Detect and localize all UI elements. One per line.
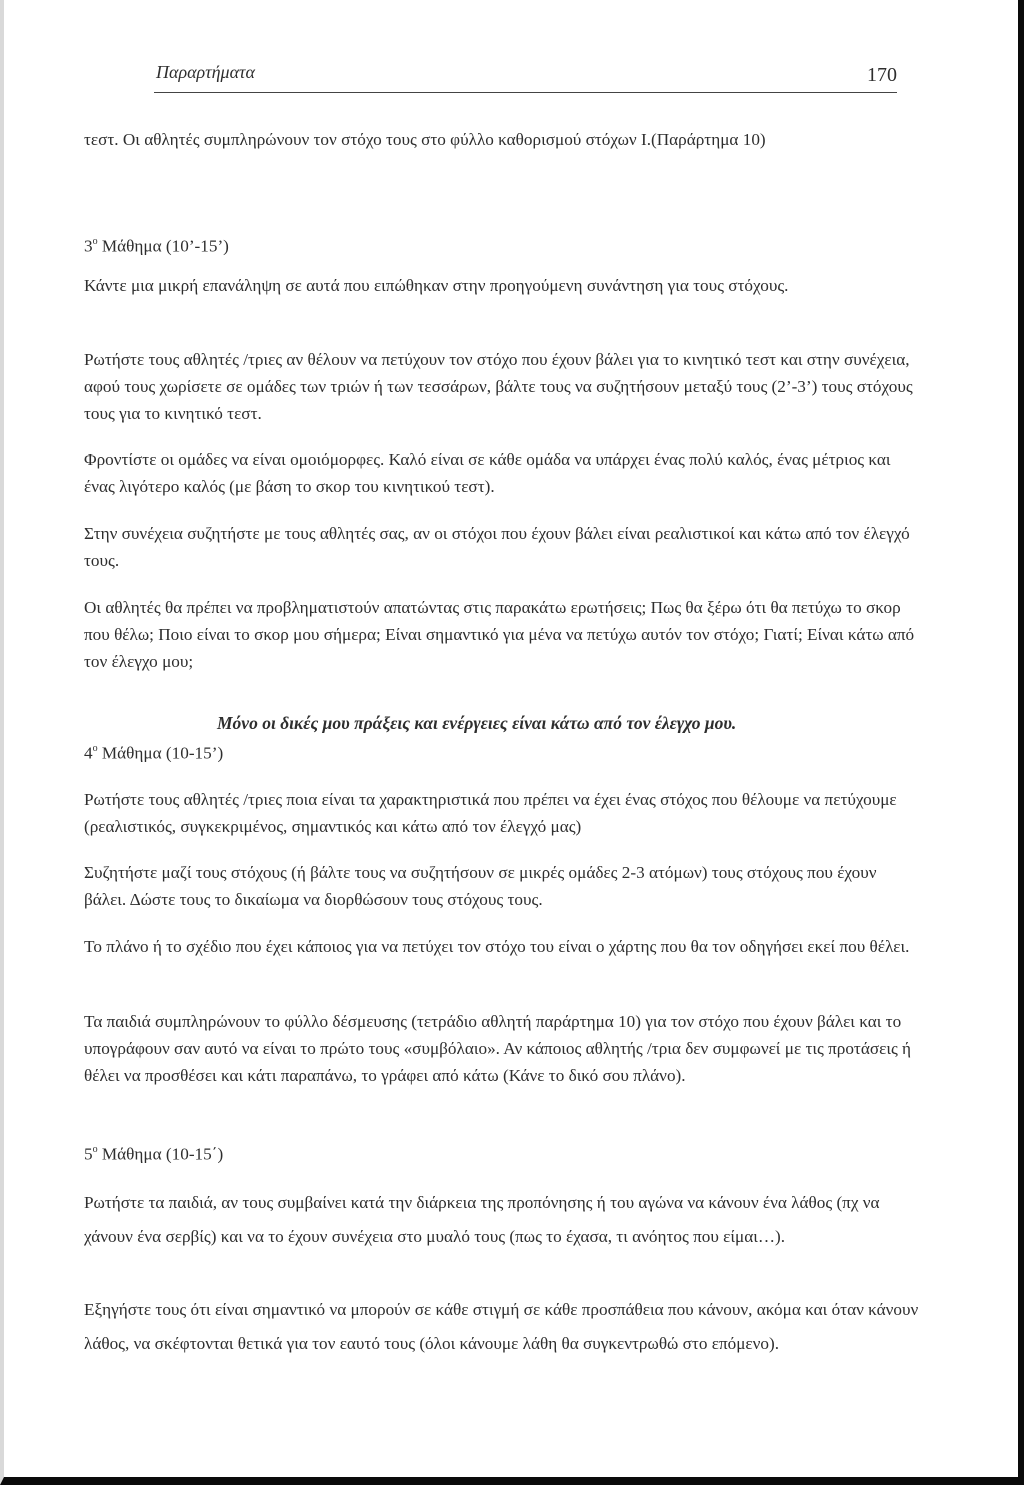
- paragraph: Τα παιδιά συμπληρώνουν το φύλλο δέσμευσης (τετράδιο αθλητή παράρτημα 10) για τον στόχο που έχουν βάλει και το υπογράφουν σαν αυτό να είναι το πρώτο τους «συμβόλαιο». Αν κάποιος αθλητής /τρια δεν συμφωνεί με τις προτάσεις ή θέλει να προσθέσει και κάτι παραπάνω, το γράφει από κάτω (Κάνε το δικό σου πλάνο).: [84, 1012, 912, 1085]
- lesson-heading-4: $4^o$ Μάθημα (10-15’): [84, 743, 224, 763]
- paragraph: Οι αθλητές θα πρέπει να προβληματιστούν απατώντας στις παρακάτω ερωτήσεις; Πως θα ξέρω ότι θα πετύχω το σκορ που θέλω; Ποιο είναι το σκορ μου σήμερα; Είναι σημαντικό για μένα να πετύχω αυτόν τον στόχο; Γιατί; Είναι κάτω από τον έλεγχο μου;: [84, 598, 915, 671]
- lesson-heading-5: $5^o$ Μάθημα (10-15΄): [84, 1144, 224, 1164]
- page-header: [154, 58, 897, 93]
- paragraph: Ρωτήστε τους αθλητές /τριες ποια είναι τα χαρακτηριστικά που πρέπει να έχει ένας στόχος που θέλουμε να πετύχουμε (ρεαλιστικός, συγκεκριμένος, σημαντικός και κάτω από τον έλεγχό μας): [84, 790, 897, 836]
- paragraph: Στην συνέχεια συζητήστε με τους αθλητές σας, αν οι στόχοι που έχουν βάλει είναι ρεαλιστικοί και κάτω από τον έλεγχό τους.: [84, 524, 910, 570]
- page-number: 170: [867, 64, 897, 86]
- paragraph: Κάντε μια μικρή επανάληψη σε αυτά που ειπώθηκαν στην προηγούμενη συνάντηση για τους στόχους.: [84, 276, 789, 295]
- paragraph: Συζητήστε μαζί τους στόχους (ή βάλτε τους να συζητήσουν σε μικρές ομάδες 2-3 ατόμων) τους στόχους που έχουν βάλει. Δώστε τους το δικαίωμα να διορθώσουν τους στόχους τους.: [84, 863, 877, 909]
- motto-text: Μόνο οι δικές μου πράξεις και ενέργειες είναι κάτω από τον έλεγχο μου.: [217, 712, 737, 733]
- paragraph: Φροντίστε οι ομάδες να είναι ομοιόμορφες. Καλό είναι σε κάθε ομάδα να υπάρχει ένας πολύ καλός, ένας μέτριος και ένας λιγότερο καλός (με βάση το σκορ του κινητικού τεστ).: [84, 450, 891, 496]
- paragraph: Ρωτήστε τους αθλητές /τριες αν θέλουν να πετύχουν τον στόχο που έχουν βάλει για το κινητικό τεστ και στην συνέχεια, αφού τους χωρίσετε σε ομάδες των τριών ή των τεσσάρων, βάλτε τους να συζητήσουν μεταξύ τους (2’-3’) τους στόχους τους για το κινητικό τεστ.: [84, 350, 913, 423]
- paragraph: Εξηγήστε τους ότι είναι σημαντικό να μπορούν σε κάθε στιγμή σε κάθε προσπάθεια που κάνουν, ακόμα και όταν κάνουν λάθος, να σκέφτονται θετικά για τον εαυτό τους (όλοι κάνουμε λάθη θα συγκεντρωθώ στο επόμενο).: [84, 1300, 919, 1353]
- paragraph: Το πλάνο ή το σχέδιο που έχει κάποιος για να πετύχει τον στόχο του είναι ο χάρτης που θα τον οδηγήσει εκεί που θέλει.: [84, 937, 910, 956]
- paragraph: τεστ. Οι αθλητές συμπληρώνουν τον στόχο τους στο φύλλο καθορισμού στόχων Ι.(Παράρτημα 10): [84, 130, 766, 149]
- paragraph: Ρωτήστε τα παιδιά, αν τους συμβαίνει κατά την διάρκεια της προπόνησης ή του αγώνα να κάνουν ένα λάθος (πχ να χάνουν ένα σερβίς) και να το έχουν συνέχεια στο μυαλό τους (πως το έχασα, τι ανόητος που είμαι…).: [84, 1193, 880, 1246]
- lesson-heading-3: $3^o$ Μάθημα (10’-15’): [84, 236, 229, 256]
- header-title: Παραρτήματα: [156, 62, 255, 82]
